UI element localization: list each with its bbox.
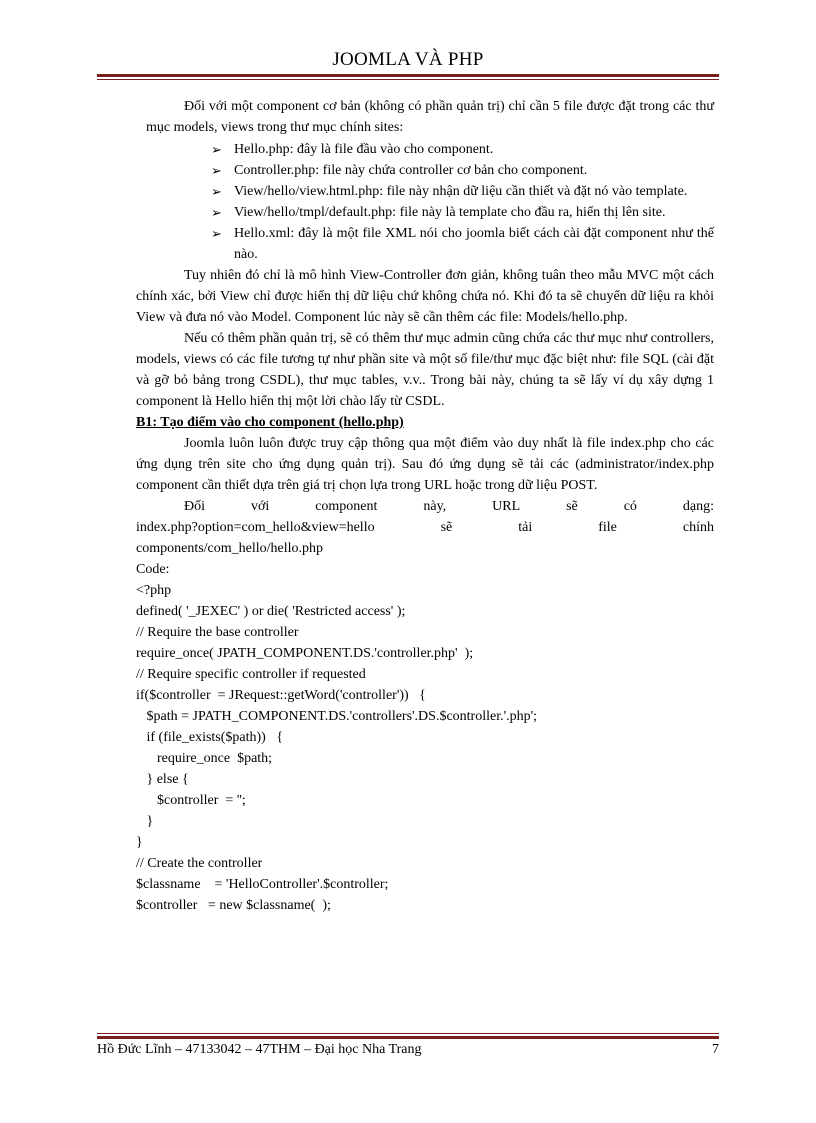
page-header-title: JOOMLA VÀ PHP	[332, 49, 484, 70]
arrow-bullet-icon: ➢	[211, 205, 222, 220]
code-line: <?php	[136, 583, 172, 598]
url-line-3: components/com_hello/hello.php	[136, 541, 324, 556]
arrow-bullet-icon: ➢	[211, 184, 222, 199]
arrow-bullet-icon: ➢	[211, 226, 222, 241]
code-line: $classname = 'HelloController'.$controller;	[136, 877, 389, 892]
code-line: // Create the controller	[136, 856, 263, 871]
code-line: $path = JPATH_COMPONENT.DS.'controllers'.DS.$controller.'.php';	[136, 709, 538, 724]
code-label: Code:	[136, 562, 170, 577]
code-line: $controller = new $classname( );	[136, 898, 331, 913]
file-list	[136, 139, 714, 265]
document-body	[136, 96, 714, 916]
file-list-item: ➢ Hello.xml: đây là một file XML nói cho joomla biết cách cài đặt component như thế nào.	[234, 223, 714, 265]
header-rule	[97, 74, 719, 77]
paragraph-admin: Nếu có thêm phần quản trị, sẽ có thêm thư mục admin cũng chứa các thư mục như controllers, models, views có các file tương tự như phần site và một số file/thư mục đặc biệt như: file SQL (cài đặt và gỡ bỏ bảng trong CSDL), thư mục tables, v.v.. Trong bài này, chúng ta sẽ lấy ví dụ xây dựng 1 component là Hello hiển thị một lời chào lấy từ CSDL.	[136, 331, 714, 409]
code-line: // Require specific controller if requested	[136, 667, 366, 682]
footer-author: Hồ Đức Lĩnh – 47133042 – 47THM – Đại học Nha Trang	[97, 1042, 422, 1057]
section-heading: B1: Tạo điểm vào cho component (hello.php)	[136, 415, 404, 430]
url-line-1: Đối với component này, URL sẽ có dạng:	[184, 499, 714, 514]
code-block	[136, 580, 714, 916]
footer-rule-thin	[97, 1033, 719, 1034]
file-list-item: ➢ Controller.php: file này chứa controller cơ bản cho component.	[234, 160, 714, 181]
code-line: }	[136, 814, 154, 829]
code-line: // Require the base controller	[136, 625, 299, 640]
paragraph-mvc: Tuy nhiên đó chỉ là mô hình View-Controller đơn giản, không tuân theo mẫu MVC một cách chính xác, bởi View chỉ được hiển thị dữ liệu chứ không chứa nó. Khi đó ta sẽ chuyển dữ liệu ra khỏi View và đưa nó vào Model. Component lúc này sẽ cần thêm các file: Models/hello.php.	[136, 268, 714, 325]
arrow-bullet-icon: ➢	[211, 142, 222, 157]
page-number: 7	[712, 1042, 719, 1057]
code-line: require_once $path;	[136, 751, 273, 766]
code-line: } else {	[136, 772, 189, 787]
file-list-item: ➢ Hello.php: đây là file đầu vào cho component.	[234, 139, 714, 160]
url-line-2: index.php?option=com_hello&view=hello sẽ tải file chính	[136, 520, 714, 535]
code-line: }	[136, 835, 143, 850]
code-line: if (file_exists($path)) {	[136, 730, 284, 745]
code-line: defined( '_JEXEC' ) or die( 'Restricted access' );	[136, 604, 406, 619]
file-list-item: ➢ View/hello/tmpl/default.php: file này là template cho đầu ra, hiển thị lên site.	[234, 202, 714, 223]
header-rule-thin	[97, 79, 719, 80]
file-list-item: ➢ View/hello/view.html.php: file này nhận dữ liệu cần thiết và đặt nó vào template.	[234, 181, 714, 202]
code-line: if($controller = JRequest::getWord('controller')) {	[136, 688, 426, 703]
code-line: require_once( JPATH_COMPONENT.DS.'controller.php' );	[136, 646, 474, 661]
intro-paragraph: Đối với một component cơ bản (không có phần quản trị) chỉ cần 5 file được đặt trong các thư mục models, views trong thư mục chính sites:	[146, 99, 714, 135]
code-line: $controller = '';	[136, 793, 246, 808]
arrow-bullet-icon: ➢	[211, 163, 222, 178]
paragraph-entry-point: Joomla luôn luôn được truy cập thông qua một điểm vào duy nhất là file index.php cho các ứng dụng trên site cho ứng dụng quản trị). Sau đó ứng dụng sẽ tải các (administrator/index.php component cần thiết dựa trên giá trị chọn lựa trong URL hoặc trong dữ liệu POST.	[136, 436, 714, 493]
footer-rule	[97, 1036, 719, 1039]
